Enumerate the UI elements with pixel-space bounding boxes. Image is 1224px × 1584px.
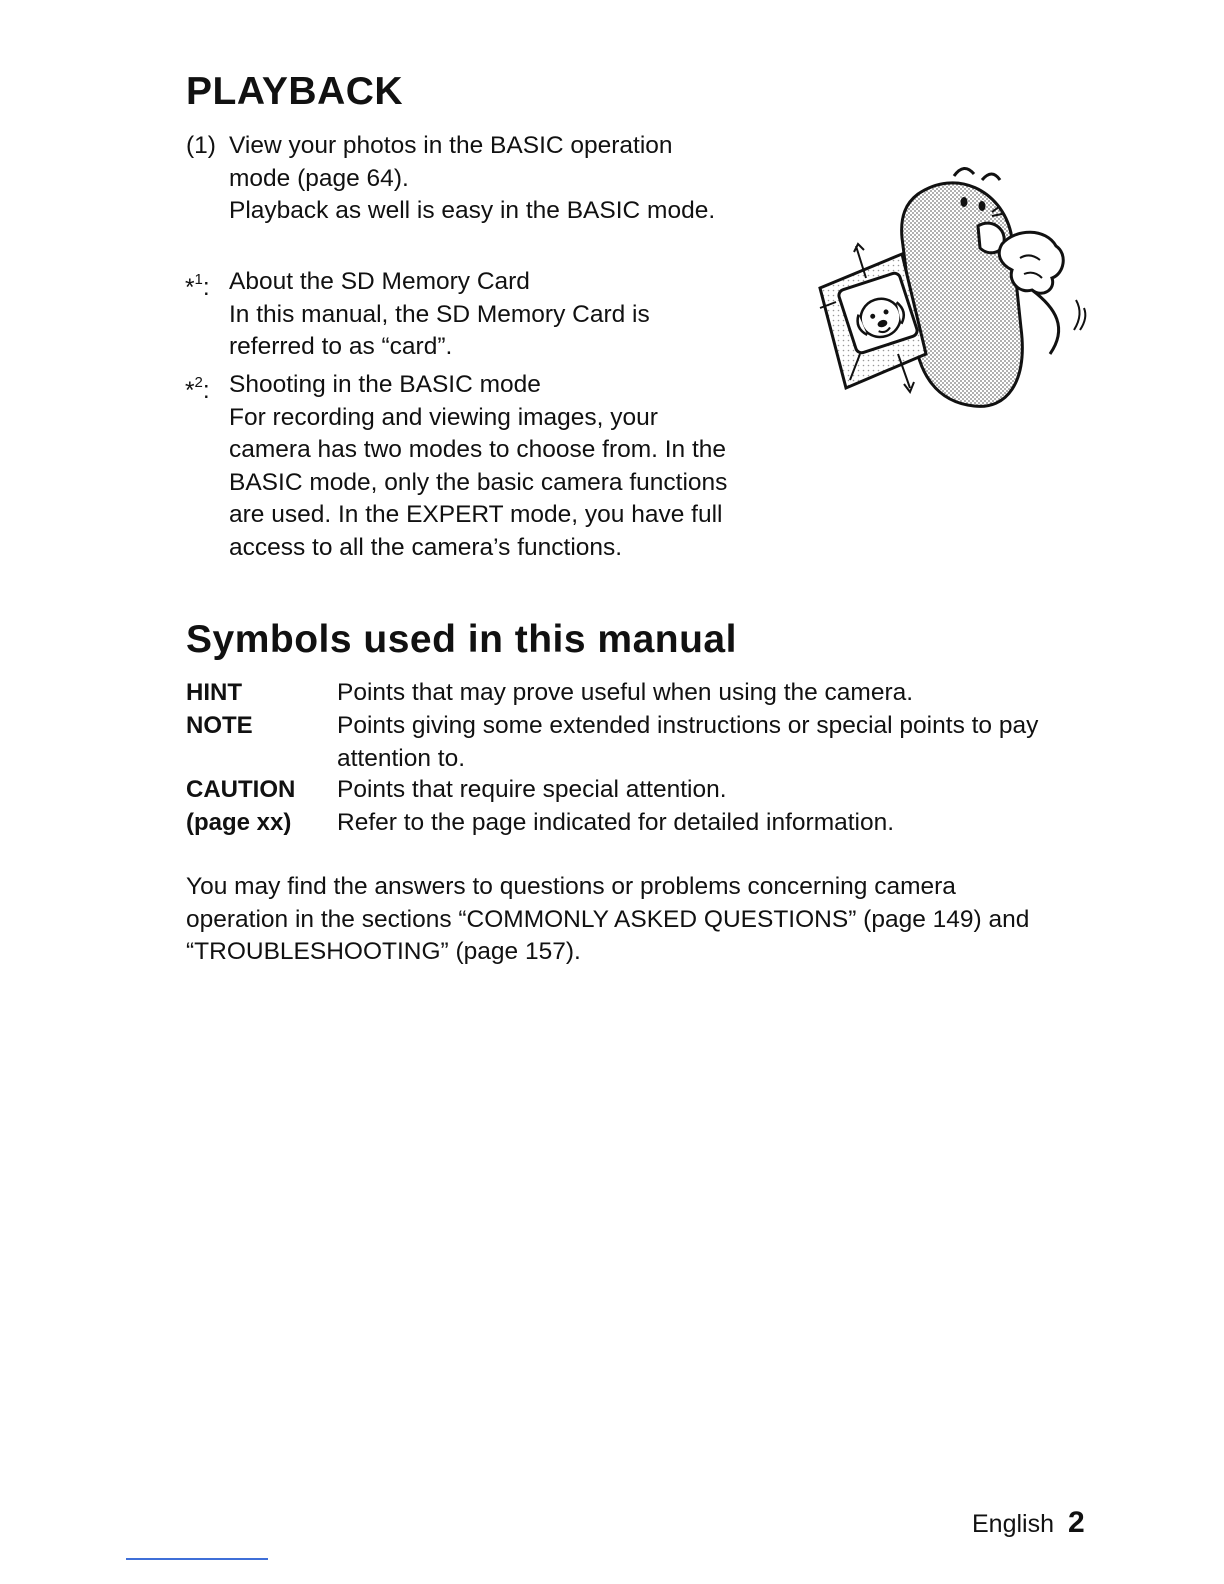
footnote-1-line: About the SD Memory Card [229,268,530,295]
symbol-definition-hint [337,677,913,710]
page-footer [972,1508,1085,1538]
item-1-line: View your photos in the BASIC operation [229,132,673,159]
item-1-line: mode (page 64). [229,164,409,192]
symbol-definition-line: Points that require special attention. [337,776,727,803]
footnote-2-line: For recording and viewing images, your [229,403,658,431]
footnote-1-line: In this manual, the SD Memory Card is [229,300,650,328]
footnote-1-asterisk: * [185,274,195,302]
symbol-term-hint: HINT [186,679,242,706]
footnote-1-text [229,266,650,364]
footnote-2-line: camera has two modes to choose from. In the [229,436,727,463]
playback-heading: PLAYBACK [186,70,404,113]
camera-mascot-icon [806,158,1096,418]
item-1-line: Playback as well is easy in the BASIC mode. [229,197,716,224]
closing-line: operation in the sections “COMMONLY ASKED QUESTIONS” (page 149) and [186,905,1030,933]
closing-line: “TROUBLESHOOTING” (page 157). [186,938,581,965]
item-1-text [229,130,715,228]
symbols-heading: Symbols used in this manual [186,618,737,661]
bottom-rule [126,1558,268,1560]
footnote-2-asterisk: * [185,377,195,405]
footnote-2-marker [185,369,210,408]
footer-language: English [972,1510,1054,1538]
footnote-1-colon: : [202,274,210,302]
symbol-definition-line: attention to. [337,744,466,772]
footnote-2-line: BASIC mode, only the basic camera functions [229,468,728,496]
item-1-marker: (1) [186,132,216,159]
symbol-term-page-ref: (page xx) [186,809,292,836]
symbol-definition-line: Refer to the page indicated for detailed information. [337,809,895,836]
footnote-2-line: access to all the camera’s functions. [229,533,623,561]
footnote-1-marker [185,266,210,305]
footnote-1-number: 1 [194,271,203,288]
symbol-term-caution: CAUTION [186,776,296,803]
footnote-2-number: 2 [194,374,203,391]
footnote-2-text [229,369,727,564]
closing-paragraph [186,871,1029,969]
footnote-1-line: referred to as “card”. [229,333,453,360]
symbol-term-note: NOTE [186,712,253,739]
symbol-definition-page-ref [337,807,894,840]
symbol-definition-line: Points giving some extended instructions or special points to pay [337,712,1039,739]
footnote-2-colon: : [202,377,210,405]
footnote-2-line: Shooting in the BASIC mode [229,371,541,398]
symbol-definition-caution [337,774,727,807]
page-number: 2 [1068,1506,1085,1539]
closing-line: You may find the answers to questions or problems concerning camera [186,873,956,900]
symbol-definition-line: Points that may prove useful when using the camera. [337,679,914,706]
symbol-definition-note [337,710,1038,775]
footnote-2-line: are used. In the EXPERT mode, you have full [229,501,723,528]
